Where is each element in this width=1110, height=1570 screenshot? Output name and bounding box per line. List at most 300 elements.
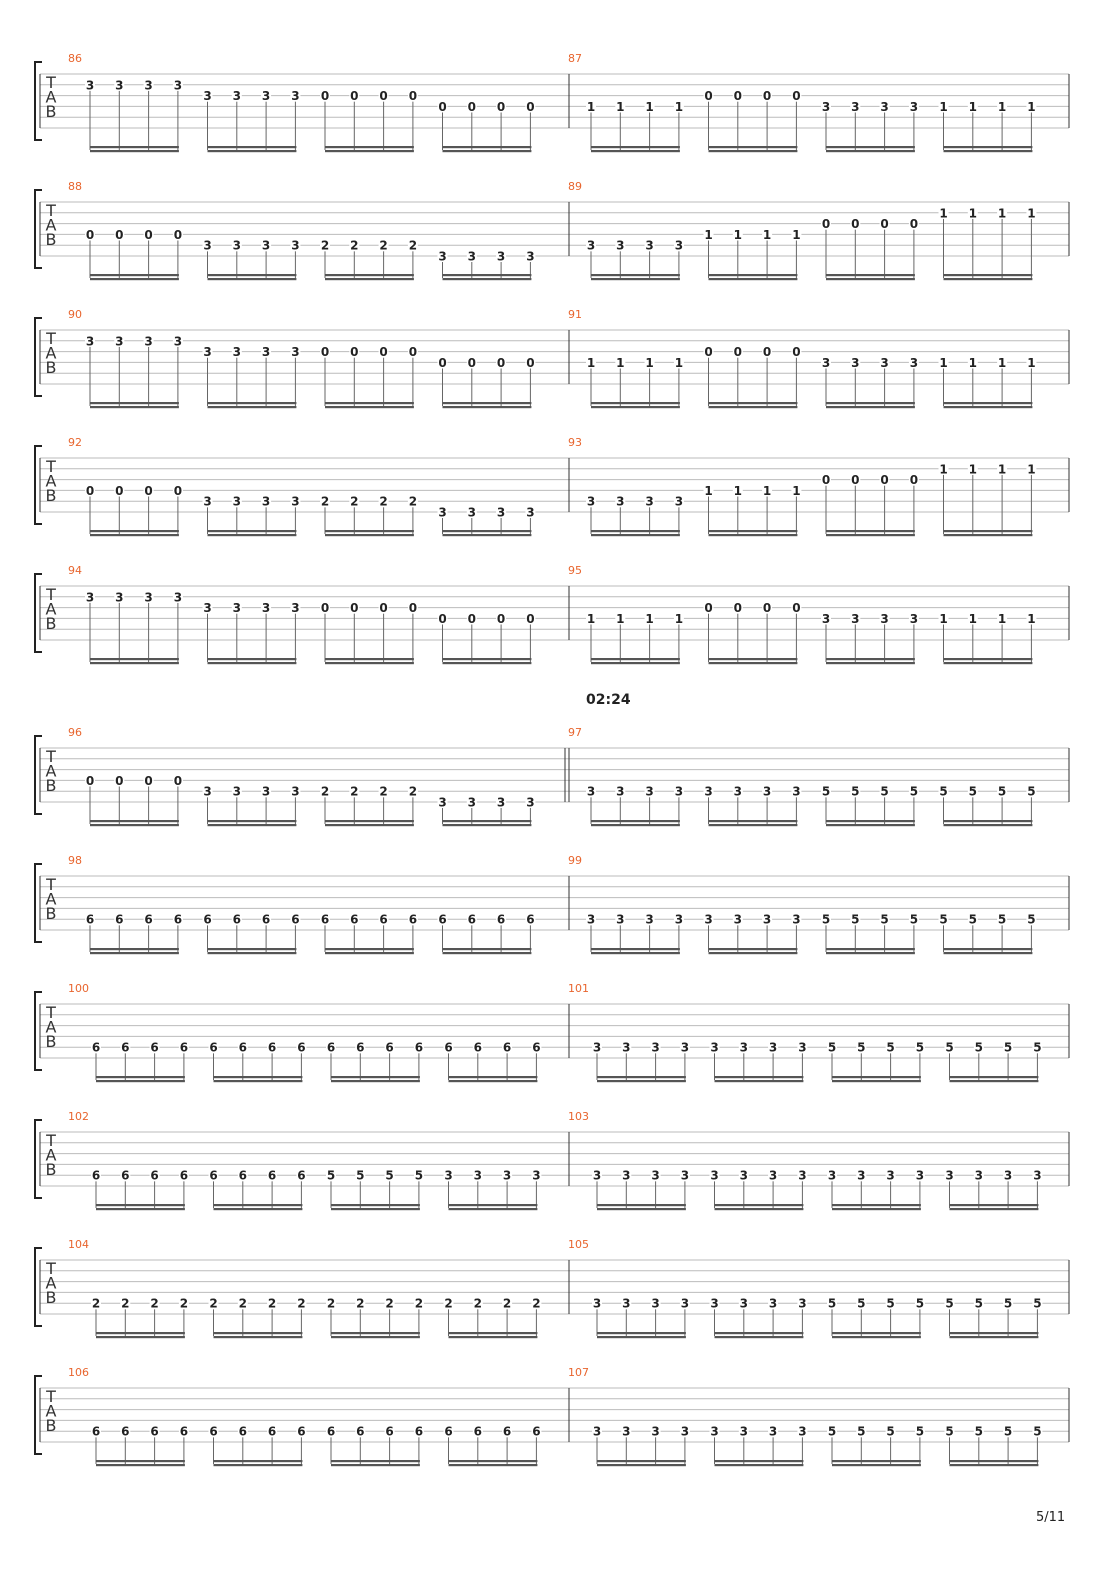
fret-number: 3 [467, 249, 476, 264]
beam [715, 1208, 804, 1210]
fret-number: 0 [467, 611, 476, 626]
fret-number: 3 [739, 1040, 748, 1055]
fret-number: 5 [827, 1424, 837, 1439]
tab-clef-letter: B [45, 776, 57, 795]
fret-number: 0 [379, 89, 388, 104]
beam [443, 534, 532, 536]
fret-number: 3 [261, 238, 271, 253]
beam [944, 534, 1033, 536]
fret-number: 6 [467, 912, 476, 927]
tab-clef-letter: B [45, 102, 57, 121]
fret-number: 3 [798, 1296, 807, 1311]
fret-number: 3 [704, 912, 713, 927]
beam [591, 150, 680, 152]
beam [325, 534, 414, 536]
beam [443, 948, 532, 950]
fret-number: 3 [739, 1168, 748, 1183]
fret-number: 5 [909, 784, 919, 799]
fret-number: 6 [150, 1040, 159, 1055]
tab-clef-letter: A [45, 215, 57, 235]
beam [832, 1336, 921, 1338]
fret-number: 1 [674, 99, 684, 114]
beam [826, 824, 915, 826]
beam [208, 278, 297, 280]
fret-number: 3 [467, 795, 476, 810]
beam [449, 1204, 538, 1206]
fret-number: 3 [674, 238, 684, 253]
beam [443, 406, 532, 408]
beam [709, 274, 798, 276]
fret-number: 1 [616, 355, 625, 370]
beam [597, 1464, 686, 1466]
fret-number: 6 [502, 1040, 512, 1055]
fret-number: 6 [379, 912, 388, 927]
beam [331, 1208, 420, 1210]
tab-system [35, 436, 1069, 536]
beam [591, 662, 680, 664]
fret-number: 6 [326, 1424, 336, 1439]
beam [826, 274, 915, 276]
fret-number: 3 [909, 355, 919, 370]
beam [832, 1332, 921, 1334]
fret-number: 1 [1027, 355, 1036, 370]
fret-number: 0 [704, 601, 713, 616]
beam [325, 402, 414, 404]
fret-number: 0 [704, 345, 713, 360]
fret-number: 2 [326, 1296, 336, 1311]
fret-number: 1 [733, 483, 742, 498]
tab-system [35, 52, 1069, 152]
fret-number: 5 [968, 912, 977, 927]
beam [325, 952, 414, 954]
fret-number: 0 [173, 227, 183, 242]
fret-number: 6 [438, 912, 447, 927]
tab-clef-letter: A [45, 599, 57, 619]
fret-number: 6 [91, 1168, 101, 1183]
fret-number: 0 [173, 483, 183, 498]
beam [443, 146, 532, 148]
fret-number: 6 [291, 912, 300, 927]
fret-number: 3 [173, 78, 183, 93]
fret-number: 6 [91, 1424, 101, 1439]
beam [709, 824, 798, 826]
fret-number: 3 [645, 784, 654, 799]
beam [591, 146, 680, 148]
beam [597, 1460, 686, 1462]
measure-number: 102 [68, 1110, 89, 1123]
fret-number: 6 [414, 1424, 424, 1439]
fret-number: 3 [586, 238, 596, 253]
beam [832, 1460, 921, 1462]
fret-number: 2 [350, 238, 359, 253]
tab-system [35, 1366, 1069, 1466]
beam [90, 530, 179, 532]
fret-number: 6 [267, 1424, 277, 1439]
beam [214, 1464, 303, 1466]
fret-number: 3 [710, 1168, 719, 1183]
fret-number: 2 [209, 1296, 218, 1311]
fret-number: 3 [733, 912, 742, 927]
tab-clef-letter: A [45, 1145, 57, 1165]
fret-number: 0 [909, 217, 919, 232]
fret-number: 0 [438, 99, 447, 114]
beam [591, 948, 680, 950]
fret-number: 1 [939, 206, 948, 221]
fret-number: 3 [586, 912, 596, 927]
beam [950, 1336, 1039, 1338]
fret-number: 1 [645, 99, 654, 114]
fret-number: 6 [121, 1424, 130, 1439]
tab-system [35, 308, 1069, 408]
fret-number: 6 [85, 912, 95, 927]
fret-number: 0 [733, 601, 742, 616]
measure-number: 100 [68, 982, 89, 995]
fret-number: 3 [291, 784, 300, 799]
fret-number: 2 [356, 1296, 365, 1311]
beam [826, 146, 915, 148]
fret-number: 0 [526, 99, 535, 114]
tab-clef-letter: T [46, 747, 56, 766]
fret-number: 3 [203, 601, 212, 616]
fret-number: 3 [680, 1040, 690, 1055]
fret-number: 3 [909, 611, 919, 626]
fret-number: 2 [238, 1296, 247, 1311]
fret-number: 6 [297, 1424, 306, 1439]
fret-number: 0 [379, 601, 388, 616]
fret-number: 1 [939, 355, 948, 370]
fret-number: 6 [473, 1040, 482, 1055]
fret-number: 3 [674, 494, 684, 509]
fret-number: 1 [968, 355, 977, 370]
fret-number: 0 [438, 611, 447, 626]
fret-number: 0 [320, 345, 330, 360]
tab-clef-letter: A [45, 1273, 57, 1293]
fret-number: 3 [291, 494, 300, 509]
fret-number: 0 [792, 89, 801, 104]
tab-clef-letter: B [45, 904, 57, 923]
fret-number: 2 [350, 784, 359, 799]
fret-number: 3 [232, 601, 241, 616]
beam [331, 1076, 420, 1078]
beam [826, 150, 915, 152]
beam [709, 820, 798, 822]
fret-number: 5 [1033, 1296, 1042, 1311]
fret-number: 0 [762, 89, 772, 104]
fret-number: 3 [526, 795, 535, 810]
fret-number: 0 [438, 355, 447, 370]
fret-number: 3 [739, 1296, 748, 1311]
fret-number: 5 [1003, 1424, 1013, 1439]
beam [325, 530, 414, 532]
beam [325, 274, 414, 276]
beam [591, 278, 680, 280]
fret-number: 1 [645, 611, 654, 626]
beam [214, 1332, 303, 1334]
fret-number: 2 [502, 1296, 512, 1311]
fret-number: 3 [144, 334, 153, 349]
fret-number: 3 [733, 784, 742, 799]
fret-number: 0 [880, 217, 889, 232]
beam [715, 1464, 804, 1466]
fret-number: 0 [115, 227, 124, 242]
beam [214, 1204, 303, 1206]
beam [325, 150, 414, 152]
fret-number: 5 [974, 1296, 983, 1311]
fret-number: 5 [1027, 784, 1036, 799]
beam [449, 1464, 538, 1466]
fret-number: 3 [1003, 1168, 1013, 1183]
fret-number: 0 [144, 483, 153, 498]
fret-number: 3 [880, 355, 889, 370]
beam [826, 658, 915, 660]
tab-clef-letter: B [45, 1288, 57, 1307]
fret-number: 6 [320, 912, 330, 927]
fret-number: 2 [150, 1296, 159, 1311]
fret-number: 3 [592, 1296, 602, 1311]
fret-number: 3 [851, 99, 860, 114]
beam [208, 530, 297, 532]
fret-number: 2 [179, 1296, 189, 1311]
fret-number: 2 [379, 494, 388, 509]
tab-system [35, 982, 1069, 1082]
beam [709, 948, 798, 950]
fret-number: 5 [356, 1168, 365, 1183]
beam [449, 1332, 538, 1334]
beam [591, 406, 680, 408]
tab-clef-letter: T [46, 1003, 56, 1022]
fret-number: 1 [1027, 611, 1036, 626]
fret-number: 3 [616, 494, 625, 509]
fret-number: 0 [115, 773, 124, 788]
fret-number: 3 [622, 1168, 631, 1183]
beam [443, 662, 532, 664]
fret-number: 6 [444, 1040, 453, 1055]
fret-number: 2 [532, 1296, 541, 1311]
fret-number: 1 [997, 462, 1007, 477]
fret-number: 6 [385, 1424, 394, 1439]
fret-number: 1 [792, 227, 801, 242]
beam [214, 1080, 303, 1082]
fret-number: 6 [115, 912, 124, 927]
tab-clef-letter: T [46, 457, 56, 476]
fret-number: 5 [857, 1040, 866, 1055]
fret-number: 3 [502, 1168, 512, 1183]
beam [591, 274, 680, 276]
fret-number: 5 [1027, 912, 1036, 927]
fret-number: 3 [203, 345, 212, 360]
beam [597, 1208, 686, 1210]
fret-number: 3 [768, 1296, 778, 1311]
beam [214, 1460, 303, 1462]
fret-number: 3 [261, 494, 271, 509]
beam [826, 820, 915, 822]
fret-number: 3 [792, 784, 801, 799]
beam [325, 662, 414, 664]
fret-number: 3 [768, 1040, 778, 1055]
fret-number: 0 [851, 217, 860, 232]
beam [443, 274, 532, 276]
fret-number: 3 [762, 912, 772, 927]
beam [826, 534, 915, 536]
beam [325, 406, 414, 408]
fret-number: 3 [762, 784, 772, 799]
measure-number: 101 [568, 982, 589, 995]
beam [709, 150, 798, 152]
fret-number: 0 [408, 345, 418, 360]
fret-number: 1 [762, 227, 772, 242]
fret-number: 3 [586, 784, 596, 799]
beam [826, 948, 915, 950]
fret-number: 5 [827, 1296, 837, 1311]
tab-system [35, 564, 1069, 664]
fret-number: 3 [710, 1424, 719, 1439]
fret-number: 0 [792, 601, 801, 616]
fret-number: 3 [232, 238, 241, 253]
tab-clef-letter: B [45, 358, 57, 377]
fret-number: 5 [1003, 1040, 1013, 1055]
fret-number: 0 [792, 345, 801, 360]
beam [832, 1076, 921, 1078]
beam [208, 820, 297, 822]
measure-number: 92 [68, 436, 82, 449]
beam [950, 1080, 1039, 1082]
fret-number: 2 [408, 784, 418, 799]
fret-number: 0 [821, 473, 831, 488]
fret-number: 0 [733, 345, 742, 360]
fret-number: 3 [173, 334, 183, 349]
beam [449, 1080, 538, 1082]
fret-number: 3 [203, 494, 212, 509]
fret-number: 0 [85, 227, 95, 242]
fret-number: 3 [115, 334, 124, 349]
fret-number: 2 [379, 784, 388, 799]
beam [443, 402, 532, 404]
fret-number: 3 [232, 89, 241, 104]
beam [90, 150, 179, 152]
fret-number: 5 [851, 912, 860, 927]
fret-number: 3 [232, 345, 241, 360]
fret-number: 5 [857, 1424, 866, 1439]
fret-number: 0 [467, 99, 476, 114]
beam [709, 406, 798, 408]
fret-number: 5 [945, 1040, 954, 1055]
fret-number: 3 [651, 1296, 660, 1311]
fret-number: 3 [739, 1424, 748, 1439]
fret-number: 2 [473, 1296, 482, 1311]
fret-number: 1 [939, 462, 948, 477]
beam [597, 1076, 686, 1078]
beam [96, 1208, 185, 1210]
tab-clef-letter: A [45, 889, 57, 909]
tab-clef-letter: B [45, 230, 57, 249]
fret-number: 5 [997, 784, 1007, 799]
fret-number: 6 [238, 1424, 247, 1439]
beam [944, 952, 1033, 954]
fret-number: 0 [350, 89, 359, 104]
fret-number: 5 [915, 1424, 925, 1439]
beam [449, 1208, 538, 1210]
beam [709, 534, 798, 536]
measure-number: 94 [68, 564, 82, 577]
beam [96, 1080, 185, 1082]
fret-number: 6 [238, 1168, 247, 1183]
fret-number: 5 [939, 784, 948, 799]
fret-number: 0 [350, 601, 359, 616]
fret-number: 3 [710, 1040, 719, 1055]
tab-system [35, 180, 1069, 280]
fret-number: 3 [144, 590, 153, 605]
fret-number: 0 [379, 345, 388, 360]
fret-number: 2 [320, 238, 330, 253]
beam [826, 662, 915, 664]
beam [443, 150, 532, 152]
fret-number: 0 [144, 773, 153, 788]
fret-number: 3 [851, 355, 860, 370]
beam [950, 1208, 1039, 1210]
measure-number: 97 [568, 726, 582, 739]
beam [591, 824, 680, 826]
fret-number: 3 [704, 784, 713, 799]
measure-number: 87 [568, 52, 582, 65]
beam [950, 1332, 1039, 1334]
beam [96, 1332, 185, 1334]
fret-number: 1 [997, 99, 1007, 114]
tab-clef-letter: A [45, 1401, 57, 1421]
fret-number: 3 [674, 784, 684, 799]
measure-number: 96 [68, 726, 82, 739]
beam [443, 820, 532, 822]
fret-number: 5 [880, 912, 889, 927]
fret-number: 3 [592, 1040, 602, 1055]
fret-number: 1 [616, 611, 625, 626]
fret-number: 3 [945, 1168, 954, 1183]
fret-number: 1 [1027, 206, 1036, 221]
fret-number: 1 [968, 206, 977, 221]
beam [325, 948, 414, 950]
fret-number: 3 [651, 1040, 660, 1055]
beam [591, 658, 680, 660]
beam [331, 1464, 420, 1466]
fret-number: 6 [473, 1424, 482, 1439]
fret-number: 3 [291, 238, 300, 253]
beam [597, 1080, 686, 1082]
fret-number: 6 [356, 1040, 365, 1055]
fret-number: 6 [203, 912, 212, 927]
measure-number: 104 [68, 1238, 89, 1251]
fret-number: 0 [173, 773, 183, 788]
fret-number: 3 [821, 611, 831, 626]
beam [331, 1204, 420, 1206]
fret-number: 1 [968, 462, 977, 477]
fret-number: 5 [385, 1168, 394, 1183]
fret-number: 0 [408, 89, 418, 104]
fret-number: 5 [1003, 1296, 1013, 1311]
fret-number: 3 [622, 1040, 631, 1055]
fret-number: 1 [1027, 99, 1036, 114]
fret-number: 2 [379, 238, 388, 253]
beam [90, 820, 179, 822]
page-number: 5/11 [1036, 1510, 1066, 1525]
measure-number: 99 [568, 854, 582, 867]
fret-number: 0 [320, 89, 330, 104]
tab-clef-letter: T [46, 875, 56, 894]
fret-number: 1 [704, 227, 713, 242]
fret-number: 3 [261, 345, 271, 360]
tab-clef-letter: T [46, 1387, 56, 1406]
fret-number: 6 [532, 1424, 541, 1439]
fret-number: 5 [974, 1040, 983, 1055]
fret-number: 0 [350, 345, 359, 360]
